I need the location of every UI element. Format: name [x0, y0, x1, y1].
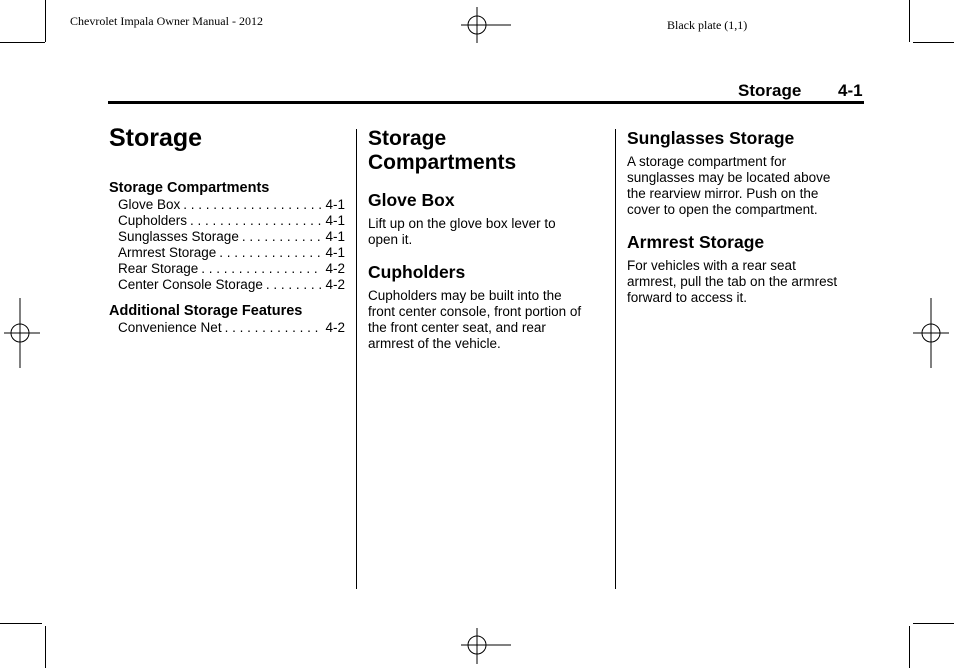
crop-mark-top-right-h: [913, 42, 954, 43]
toc-entry-page: 4-1: [325, 245, 345, 260]
text-line: the rearview mirror. Push on the: [627, 186, 819, 201]
text-line: A storage compartment for: [627, 154, 787, 169]
toc-leader: [242, 229, 323, 245]
section-title-line: Storage: [368, 127, 447, 150]
text-line: Cupholders may be built into the: [368, 288, 562, 303]
text-line: armrest of the vehicle.: [368, 336, 501, 351]
toc-entry-label: Cupholders: [118, 213, 188, 228]
running-header-page-number: 4-1: [838, 81, 863, 100]
toc-leader: [266, 277, 323, 293]
toc-entry-label: Center Console Storage: [118, 277, 263, 292]
text-line: Lift up on the glove box lever to: [368, 216, 556, 231]
crop-mark-bottom-right-h: [913, 623, 954, 624]
armrest-storage-text: [627, 258, 863, 306]
toc-leader: [219, 245, 322, 261]
crop-mark-top-left-v: [45, 0, 46, 42]
toc-leader: [225, 320, 323, 336]
cupholders-text: [368, 288, 606, 352]
text-line: the front center seat, and rear: [368, 320, 546, 335]
plate-header-right: Black plate (1,1): [667, 18, 748, 32]
text-line: forward to access it.: [627, 290, 748, 305]
crop-mark-bottom-right-v: [909, 626, 910, 668]
toc-group: [109, 180, 345, 293]
toc-entry-label: Sunglasses Storage: [118, 229, 239, 244]
right-column: [627, 128, 863, 306]
crop-mark-top-right-v: [909, 0, 910, 42]
text-line: armrest, pull the tab on the armrest: [627, 274, 838, 289]
sunglasses-storage-text: [627, 154, 863, 218]
toc-entry[interactable]: [109, 229, 345, 245]
middle-column: [368, 127, 606, 352]
cupholders-title: Cupholders: [368, 262, 466, 282]
left-column: [109, 124, 345, 336]
toc-heading: Additional Storage Features: [109, 303, 303, 319]
text-line: sunglasses may be located above: [627, 170, 831, 185]
registration-mark-top-icon: [461, 7, 511, 43]
toc-entry-label: Rear Storage: [118, 261, 199, 276]
text-line: front center console, front portion of: [368, 304, 582, 319]
section-title: [368, 127, 606, 175]
toc-leader: [183, 197, 322, 213]
crop-mark-bottom-left-h: [0, 623, 42, 624]
header-rule: [108, 101, 864, 104]
toc-entry-page: 4-1: [325, 229, 345, 244]
toc-entry[interactable]: [109, 197, 345, 213]
text-line: cover to open the compartment.: [627, 202, 818, 217]
toc-leader: [190, 213, 322, 229]
column-divider-2: [615, 129, 616, 589]
toc-entry[interactable]: [109, 245, 345, 261]
toc-entry[interactable]: [109, 213, 345, 229]
crop-mark-top-left-h: [0, 42, 45, 43]
running-header-section: Storage: [738, 81, 802, 100]
text-line: For vehicles with a rear seat: [627, 258, 796, 273]
glove-box-text: [368, 216, 606, 248]
toc-entry-page: 4-1: [325, 213, 345, 228]
toc-entry-page: 4-2: [325, 277, 345, 292]
section-title-line: Compartments: [368, 151, 517, 174]
crop-mark-bottom-left-v: [45, 626, 46, 668]
plate-header-left: Chevrolet Impala Owner Manual - 2012: [70, 14, 263, 28]
toc-entry-label: Glove Box: [118, 197, 181, 212]
text-line: open it.: [368, 232, 413, 247]
toc-entry-page: 4-1: [325, 197, 345, 212]
toc-entry-page: 4-2: [325, 261, 345, 276]
toc-heading: Storage Compartments: [109, 180, 270, 196]
toc-group: [109, 303, 345, 336]
toc-entry[interactable]: [109, 277, 345, 293]
glove-box-title: Glove Box: [368, 190, 455, 210]
toc-entry-label: Convenience Net: [118, 320, 222, 335]
chapter-title: Storage: [109, 124, 203, 152]
toc-leader: [201, 261, 322, 277]
toc-entry[interactable]: [109, 261, 345, 277]
column-divider-1: [356, 129, 357, 589]
armrest-storage-title: Armrest Storage: [627, 232, 765, 252]
registration-mark-right-icon: [913, 298, 949, 368]
toc-entry-page: 4-2: [325, 320, 345, 335]
registration-mark-left-icon: [4, 298, 40, 368]
sunglasses-storage-title: Sunglasses Storage: [627, 128, 795, 148]
toc-entry[interactable]: [109, 320, 345, 336]
registration-mark-bottom-icon: [461, 628, 511, 664]
toc-entry-label: Armrest Storage: [118, 245, 217, 260]
